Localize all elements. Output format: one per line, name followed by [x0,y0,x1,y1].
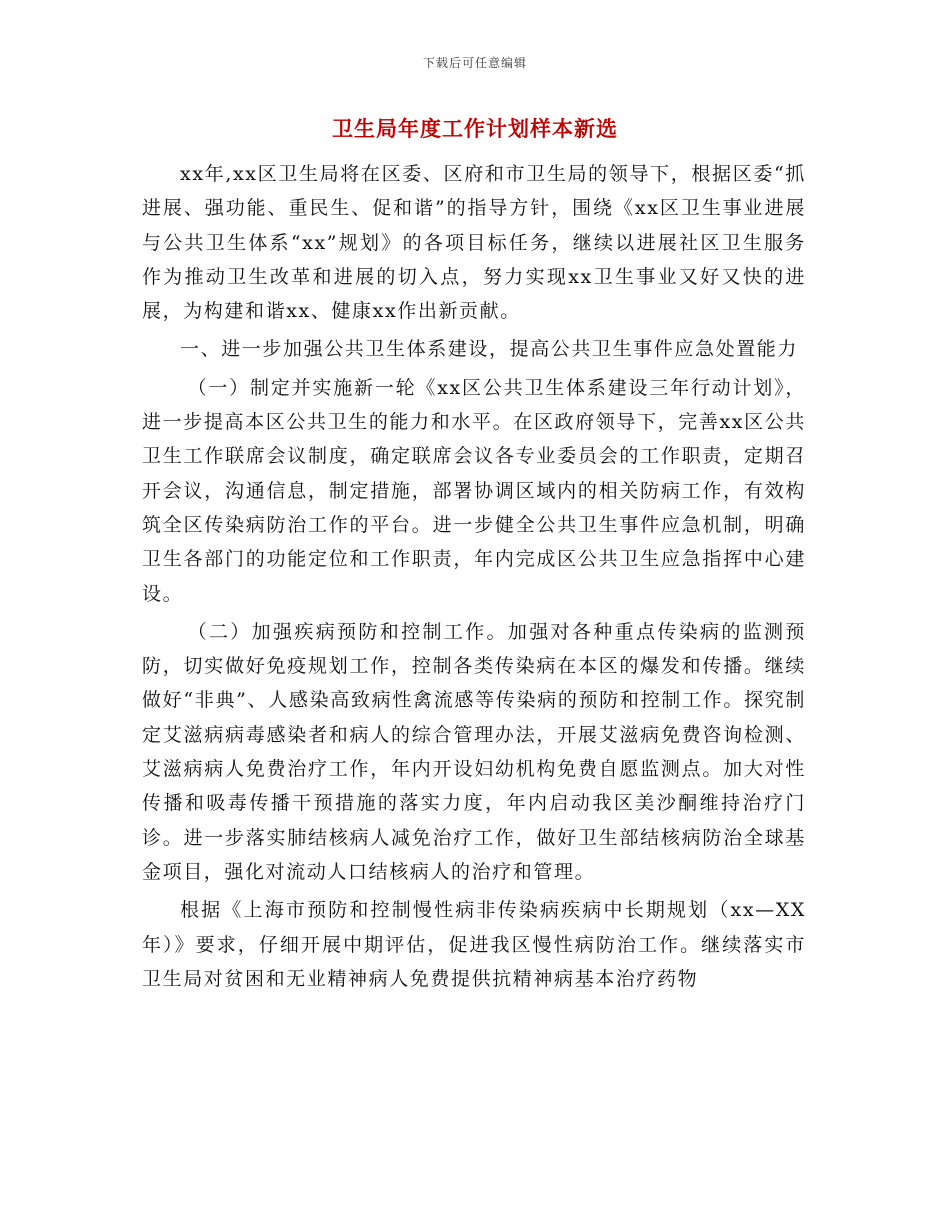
section-heading-1: 一、进一步加强公共卫生体系建设，提高公共卫生事件应急处置能力 [180,338,799,361]
paragraph-chronic-disease: 根据《上海市预防和控制慢性病非传染病疾病中长期规划（xx—XX年）》要求，仔细开展中期评估，促进我区慢性病防治工作。继续落实市卫生局对贫困和无业精神病人免费提供抗精神病基本治疗药物 [142,899,806,990]
paragraph-item-2: （二）加强疾病预防和控制工作。加强对各种重点传染病的监测预防，切实做好免疫规划工作，控制各类传染病在本区的爆发和传播。继续做好“非典”、人感染高致病性禽流感等传染病的预防和控制工作。探究制定艾滋病病毒感染者和病人的综合管理办法，开展艾滋病免费咨询检测、艾滋病病人免费治疗工作，年内开设妇幼机构免费自愿监测点。加大对性传播和吸毒传播干预措施的落实力度，年内启动我区美沙酮维持治疗门诊。进一步落实肺结核病人减免治疗工作，做好卫生部结核病防治全球基金项目，强化对流动人口结核病人的治疗和管理。 [142,620,806,883]
header-note: 下载后可任意编辑 [422,56,527,70]
document-title: 卫生局年度工作计划样本新选 [332,116,618,141]
document-body [142,157,806,1000]
paragraph-intro: xx年,xx区卫生局将在区委、区府和市卫生局的领导下，根据区委“抓进展、强功能、重民生、促和谐”的指导方针，围绕《xx区卫生事业进展与公共卫生体系“xx”规划》的各项目标任务，继续以进展社区卫生服务作为推动卫生改革和进展的切入点，努力实现xx卫生事业又好又快的进展，为构建和谐xx、健康xx作出新贡献。 [142,163,806,323]
paragraph-item-1: （一）制定并实施新一轮《xx区公共卫生体系建设三年行动计划》，进一步提高本区公共卫生的能力和水平。在区政府领导下，完善xx区公共卫生工作联席会议制度，确定联席会议各专业委员会的工作职责，定期召开会议，沟通信息，制定措施，部署协调区域内的相关防病工作，有效构筑全区传染病防治工作的平台。进一步健全公共卫生事件应急机制，明确卫生各部门的功能定位和工作职责，年内完成区公共卫生应急指挥中心建设。 [142,376,806,605]
